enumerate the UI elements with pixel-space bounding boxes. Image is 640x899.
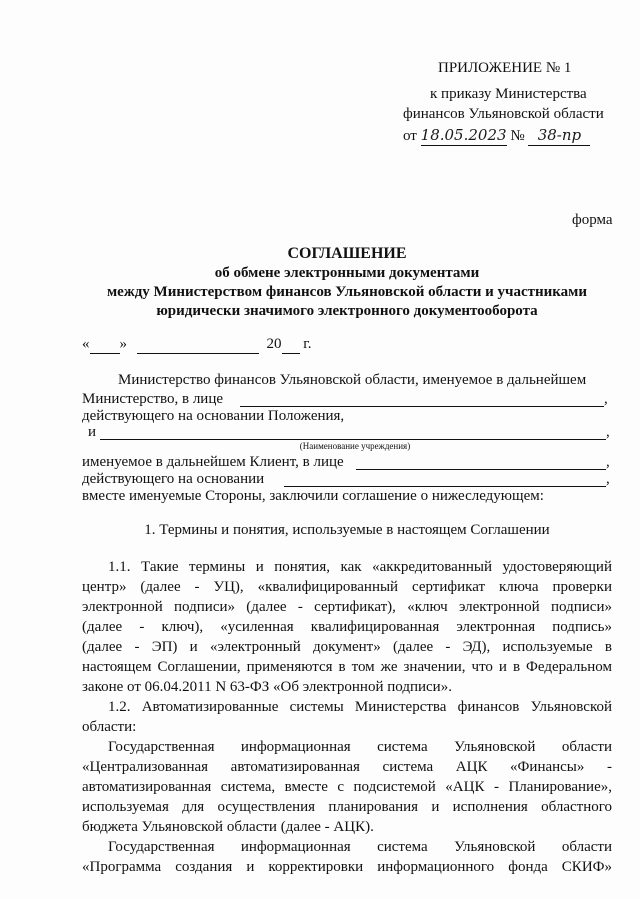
month-blank <box>137 336 259 354</box>
parties-line-1: Министерство финансов Ульяновской области, именуемое в дальнейшем <box>118 372 587 388</box>
title-line-3: юридически значимого электронного документооборота <box>156 303 538 319</box>
order-line-1: к приказу Министерства <box>430 86 587 102</box>
p12a-line: используемая для осуществления планирования и исполнения областного <box>82 799 612 815</box>
paragraph-1-2 <box>82 697 612 737</box>
agreement-date-line: « » 20 г. <box>82 336 312 352</box>
p11-line: законе от 06.04.2011 N 63-ФЗ «Об электронной подписи». <box>82 679 452 695</box>
p12-line: области: <box>82 719 137 735</box>
p12a-line: автоматизированная система, вместе с подсистемой «АЦК - Планирование», <box>82 779 612 795</box>
order-number-field <box>528 126 590 146</box>
p12a-line: бюджета Ульяновской области (далее - АЦК). <box>82 819 374 835</box>
order-date-field <box>421 126 507 146</box>
appendix-title: ПРИЛОЖЕНИЕ № 1 <box>438 60 572 76</box>
institution-caption: (Наименование учреждения) <box>299 441 411 451</box>
form-label: форма <box>572 212 613 228</box>
client-basis-blank <box>284 486 606 487</box>
document-page: ПРИЛОЖЕНИЕ № 1 к приказу Министерства финансов Ульяновской области от 18.05.2023 № 38-пр форма СОГЛАШЕНИЕ об обмене электронными документами между Министерством финансов Ульяновской области и участниками юридически значимого электронного документооборота « » 20 г. Министерство финансов Ульяновской области, именуемое в дальнейшем Министерство, в лице , действующего на основании Положения, и , (Наименование учреждения) именуемое в дальнейшем Клиент, в лице , действующего на основании , вместе именуемые Стороны, заключили соглашение о нижеследующем: 1. Термины и понятия, используемые в настоящем Соглашении 1.1. Такие термины и понятия, как «аккредитованный удостоверяющий центр» (далее - УЦ), «квалифицированный сертификат ключа проверки электронной подписи» (далее - сертификат), «ключ электронной подписи» (далее - ключ), «усиленная квалифицированная электронная подпись» (далее - ЭП) и «электронный документ» (далее - ЭД), используемые в настоящем Соглашении, применяются в том же значении, что и в Федеральном законе от 06.04.2011 N 63-ФЗ «Об электронной подписи». 1.2. Автоматизированные системы Министерства финансов Ульяновской области: Государственная информационная система Ульяновской области «Централизованная автоматизированная система АЦК «Финансы» - автоматизированная система, вместе с подсистемой «АЦК - Планирование», используемая для осуществления планирования и исполнения областного бюджета Ульяновской области (далее - АЦК). Государственная информационная система Ульяновской области «Программа создания и корректировки информационного фонда СКИФ» <box>82 60 613 875</box>
p11-line: 1.1. Такие термины и понятия, как «аккредитованный удостоверяющий <box>108 559 612 575</box>
parties-line-6: действующего на основании <box>82 471 265 487</box>
paragraph-1-1 <box>82 557 612 697</box>
p11-line: (далее - ключ), «усиленная квалифицированная электронная подпись» <box>82 619 612 635</box>
year-blank <box>282 336 300 354</box>
order-line-2: финансов Ульяновской области <box>403 106 604 122</box>
parties-line-5: именуемое в дальнейшем Клиент, в лице <box>82 454 344 470</box>
parties-line-2: Министерство, в лице <box>82 391 224 407</box>
representative-blank <box>240 406 604 407</box>
p12a-line: «Централизованная автоматизированная система АЦК «Финансы» - <box>82 759 612 775</box>
p12a-line: Государственная информационная система Ульяновской области <box>108 739 612 755</box>
p12-line: 1.2. Автоматизированные системы Министерства финансов Ульяновской <box>108 699 612 715</box>
paragraph-1-2-a <box>82 737 612 837</box>
day-blank <box>90 336 120 354</box>
p11-line: центр» (далее - УЦ), «квалифицированный сертификат ключа проверки <box>82 579 612 595</box>
institution-blank <box>100 439 606 440</box>
number-label: № <box>510 128 525 144</box>
parties-line-7: вместе именуемые Стороны, заключили соглашение о нижеследующем: <box>82 488 544 504</box>
title-line-2: между Министерством финансов Ульяновской области и участниками <box>106 284 588 300</box>
parties-line-4: и <box>88 424 97 440</box>
order-date-handwritten: 18.05.2023 <box>420 126 507 144</box>
order-date-line <box>403 126 590 146</box>
p11-line: настоящем Соглашении, применяются в том же значении, что и в Федеральном <box>82 659 612 675</box>
p12b-line: «Программа создания и корректировки информационного фонда СКИФ» <box>82 859 612 875</box>
client-representative-blank <box>356 469 606 470</box>
section-1-heading: 1. Термины и понятия, используемые в настоящем Соглашении <box>144 522 550 538</box>
document-title: СОГЛАШЕНИЕ <box>287 245 407 262</box>
year-suffix: г. <box>303 336 312 352</box>
title-line-1: об обмене электронными документами <box>214 265 480 281</box>
p11-line: электронной подписи» (далее - сертификат), «ключ электронной подписи» <box>82 599 612 615</box>
from-label: от <box>403 128 417 144</box>
paragraph-1-2-b <box>82 837 612 877</box>
p11-line: (далее - ЭП) и «электронный документ» (далее - ЭД), используемые в <box>82 639 612 655</box>
order-number-handwritten: 38-пр <box>537 126 582 144</box>
year-prefix: 20 <box>266 336 282 352</box>
parties-line-3: действующего на основании Положения, <box>82 408 345 424</box>
p12b-line: Государственная информационная система Ульяновской области <box>108 839 612 855</box>
